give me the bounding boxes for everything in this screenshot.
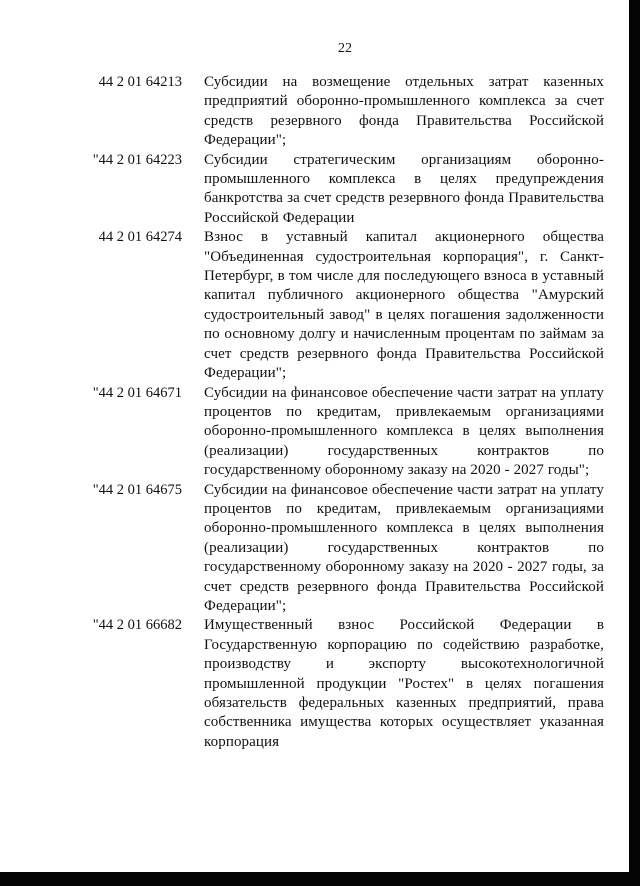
budget-description: Субсидии на финансовое обеспечение части затрат на уплату процентов по кредитам, привлекаемым организациями оборонно-промышленного комплекса в целях выполнения (реализации) государственных контрактов по государственному оборонному заказу на 2020 - 2027 годы, за счет средств резервного фонда Правительства Российской Федерации"; xyxy=(204,481,604,614)
budget-description: Имущественный взнос Российской Федерации в Государственную корпорацию по содействию разработке, производству и экспорту высокотехнологичной промышленной продукции "Ростех" в целях погашения обязательств федеральных казенных предприятий, права собственника имущества которых осуществляет указанная корпорация xyxy=(204,617,604,750)
budget-code-text: "44 2 01 64675 xyxy=(92,481,182,498)
budget-code-text: 44 2 01 64274 xyxy=(98,229,182,246)
budget-code-text: "44 2 01 64223 xyxy=(92,151,182,168)
page-number: 22 xyxy=(338,41,352,56)
budget-code-text: "44 2 01 64671 xyxy=(92,384,182,401)
budget-code-text: "44 2 01 66682 xyxy=(92,617,182,634)
scan-border-right xyxy=(629,0,640,886)
budget-description: Субсидии стратегическим организациям оборонно-промышленного комплекса в целях предупреждения банкротства за счет средств резервного фонда Правительства Российской Федерации xyxy=(204,151,604,226)
budget-entry xyxy=(0,616,640,752)
budget-code-list xyxy=(0,73,640,752)
budget-description: Субсидии на возмещение отдельных затрат казенных предприятий оборонно-промышленного комплекса за счет средств резервного фонда Правительства Российской Федерации"; xyxy=(204,74,604,149)
budget-entry xyxy=(0,228,640,383)
budget-entry xyxy=(0,151,640,229)
budget-code-text: 44 2 01 64213 xyxy=(98,74,182,90)
scan-border-bottom xyxy=(0,872,640,886)
budget-description: Взнос в уставный капитал акционерного общества "Объединенная судостроительная корпорация", г. Санкт-Петербург, в том числе для последующего взноса в уставный капитал публичного акционерного общества "Амурский судостроительный завод" в целях погашения задолженности по основному долгу и начисленным процентам по займам за счет средств резервного фонда Правительства Российской Федерации"; xyxy=(204,229,604,382)
budget-entry xyxy=(0,384,640,481)
budget-entry xyxy=(0,481,640,617)
budget-description: Субсидии на финансовое обеспечение части затрат на уплату процентов по кредитам, привлекаемым организациями оборонно-промышленного комплекса в целях выполнения (реализации) государственных контрактов по государственному оборонному заказу на 2020 - 2027 годы"; xyxy=(204,384,604,479)
budget-entry xyxy=(0,73,640,151)
